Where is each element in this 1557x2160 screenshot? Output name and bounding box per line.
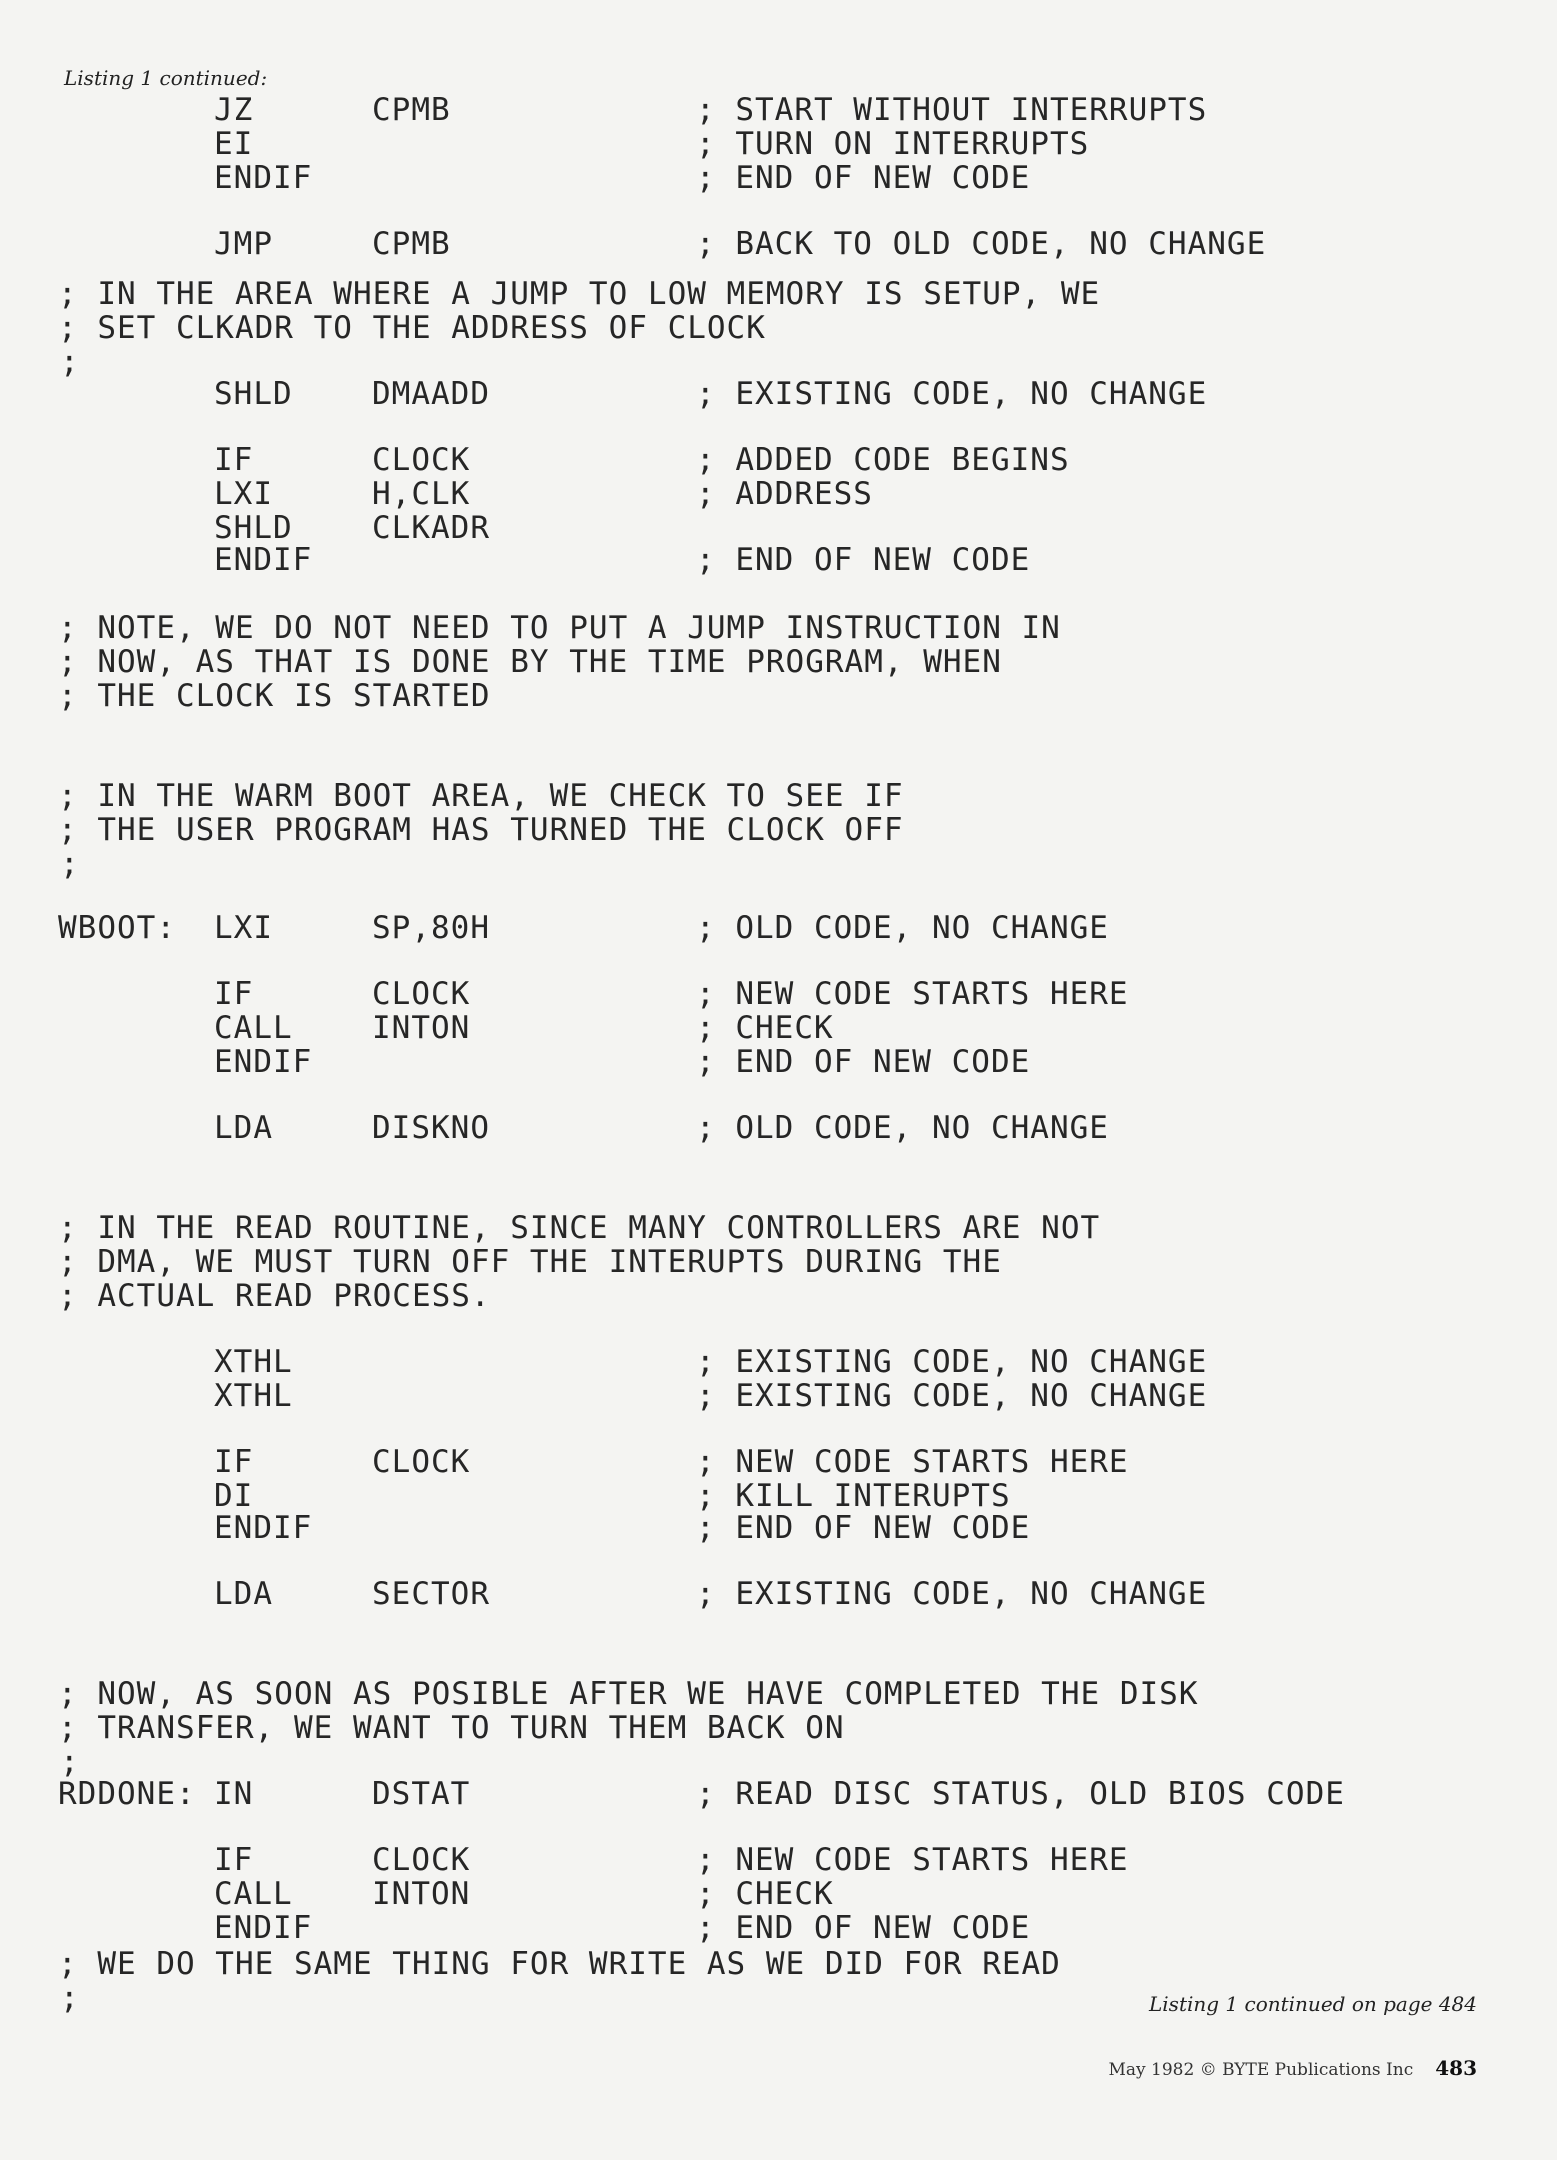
- comment-text: ; SET CLKADR TO THE ADDRESS OF CLOCK: [58, 310, 766, 346]
- mnemonic: IF: [214, 1444, 254, 1480]
- inline-comment: ; EXISTING CODE, NO CHANGE: [696, 1378, 1208, 1414]
- line-label: RDDONE:: [58, 1776, 196, 1812]
- operand: SP,80H: [372, 910, 490, 946]
- mnemonic: ENDIF: [214, 1044, 313, 1080]
- comment-text: ; TRANSFER, WE WANT TO TURN THEM BACK ON: [58, 1710, 845, 1746]
- inline-comment: ; ADDRESS: [696, 476, 873, 512]
- comment-text: ; NOW, AS THAT IS DONE BY THE TIME PROGRAM, WHEN: [58, 644, 1002, 680]
- inline-comment: ; END OF NEW CODE: [696, 1910, 1031, 1946]
- mnemonic: ENDIF: [214, 1910, 313, 1946]
- comment-text: ; IN THE WARM BOOT AREA, WE CHECK TO SEE IF: [58, 778, 904, 814]
- listing-caption: Listing 1 continued:: [64, 66, 268, 90]
- operand: CLKADR: [372, 510, 490, 546]
- comment-text: ; NOW, AS SOON AS POSIBLE AFTER WE HAVE COMPLETED THE DISK: [58, 1676, 1199, 1712]
- comment-text: ;: [60, 1980, 80, 2016]
- mnemonic: IF: [214, 976, 254, 1012]
- continued-note: Listing 1 continued on page 484: [1149, 1992, 1477, 2016]
- operand: CPMB: [372, 92, 451, 128]
- inline-comment: ; NEW CODE STARTS HERE: [696, 976, 1129, 1012]
- inline-comment: ; READ DISC STATUS, OLD BIOS CODE: [696, 1776, 1345, 1812]
- mnemonic: DI: [214, 1478, 254, 1514]
- mnemonic: JZ: [214, 92, 254, 128]
- inline-comment: ; ADDED CODE BEGINS: [696, 442, 1070, 478]
- comment-text: ;: [60, 1744, 80, 1780]
- mnemonic: EI: [214, 126, 254, 162]
- inline-comment: ; OLD CODE, NO CHANGE: [696, 910, 1109, 946]
- operand: CLOCK: [372, 1842, 471, 1878]
- comment-text: ;: [60, 846, 80, 882]
- operand: CLOCK: [372, 976, 471, 1012]
- operand: SECTOR: [372, 1576, 490, 1612]
- operand: CLOCK: [372, 442, 471, 478]
- inline-comment: ; END OF NEW CODE: [696, 542, 1031, 578]
- comment-text: ; THE CLOCK IS STARTED: [58, 678, 491, 714]
- inline-comment: ; OLD CODE, NO CHANGE: [696, 1110, 1109, 1146]
- operand: DSTAT: [372, 1776, 471, 1812]
- inline-comment: ; EXISTING CODE, NO CHANGE: [696, 1344, 1208, 1380]
- operand: CPMB: [372, 226, 451, 262]
- inline-comment: ; END OF NEW CODE: [696, 160, 1031, 196]
- inline-comment: ; END OF NEW CODE: [696, 1510, 1031, 1546]
- inline-comment: ; CHECK: [696, 1010, 834, 1046]
- inline-comment: ; KILL INTERUPTS: [696, 1478, 1011, 1514]
- mnemonic: IN: [214, 1776, 254, 1812]
- mnemonic: IF: [214, 442, 254, 478]
- mnemonic: LDA: [214, 1110, 273, 1146]
- inline-comment: ; END OF NEW CODE: [696, 1044, 1031, 1080]
- comment-text: ; ACTUAL READ PROCESS.: [58, 1278, 491, 1314]
- comment-text: ; NOTE, WE DO NOT NEED TO PUT A JUMP INSTRUCTION IN: [58, 610, 1061, 646]
- mnemonic: XTHL: [214, 1344, 293, 1380]
- inline-comment: ; START WITHOUT INTERRUPTS: [696, 92, 1208, 128]
- mnemonic: ENDIF: [214, 1510, 313, 1546]
- mnemonic: LXI: [214, 910, 273, 946]
- mnemonic: CALL: [214, 1010, 293, 1046]
- comment-text: ; IN THE READ ROUTINE, SINCE MANY CONTROLLERS ARE NOT: [58, 1210, 1101, 1246]
- line-label: WBOOT:: [58, 910, 176, 946]
- inline-comment: ; EXISTING CODE, NO CHANGE: [696, 1576, 1208, 1612]
- mnemonic: IF: [214, 1842, 254, 1878]
- operand: CLOCK: [372, 1444, 471, 1480]
- mnemonic: ENDIF: [214, 542, 313, 578]
- comment-text: ; DMA, WE MUST TURN OFF THE INTERUPTS DURING THE: [58, 1244, 1002, 1280]
- mnemonic: SHLD: [214, 510, 293, 546]
- operand: DMAADD: [372, 376, 490, 412]
- inline-comment: ; NEW CODE STARTS HERE: [696, 1444, 1129, 1480]
- inline-comment: ; NEW CODE STARTS HERE: [696, 1842, 1129, 1878]
- operand: INTON: [372, 1876, 471, 1912]
- mnemonic: LXI: [214, 476, 273, 512]
- footer-credit: May 1982 © BYTE Publications Inc: [1108, 2060, 1414, 2080]
- mnemonic: JMP: [214, 226, 273, 262]
- mnemonic: LDA: [214, 1576, 273, 1612]
- inline-comment: ; BACK TO OLD CODE, NO CHANGE: [696, 226, 1267, 262]
- operand: H,CLK: [372, 476, 471, 512]
- page-footer: [1108, 2056, 1477, 2080]
- operand: INTON: [372, 1010, 471, 1046]
- comment-text: ; IN THE AREA WHERE A JUMP TO LOW MEMORY IS SETUP, WE: [58, 276, 1101, 312]
- inline-comment: ; CHECK: [696, 1876, 834, 1912]
- comment-text: ; THE USER PROGRAM HAS TURNED THE CLOCK OFF: [58, 812, 904, 848]
- mnemonic: CALL: [214, 1876, 293, 1912]
- page-number: 483: [1435, 2056, 1477, 2080]
- inline-comment: ; TURN ON INTERRUPTS: [696, 126, 1090, 162]
- comment-text: ; WE DO THE SAME THING FOR WRITE AS WE DID FOR READ: [58, 1946, 1061, 1982]
- mnemonic: SHLD: [214, 376, 293, 412]
- mnemonic: XTHL: [214, 1378, 293, 1414]
- operand: DISKNO: [372, 1110, 490, 1146]
- mnemonic: ENDIF: [214, 160, 313, 196]
- comment-text: ;: [60, 344, 80, 380]
- inline-comment: ; EXISTING CODE, NO CHANGE: [696, 376, 1208, 412]
